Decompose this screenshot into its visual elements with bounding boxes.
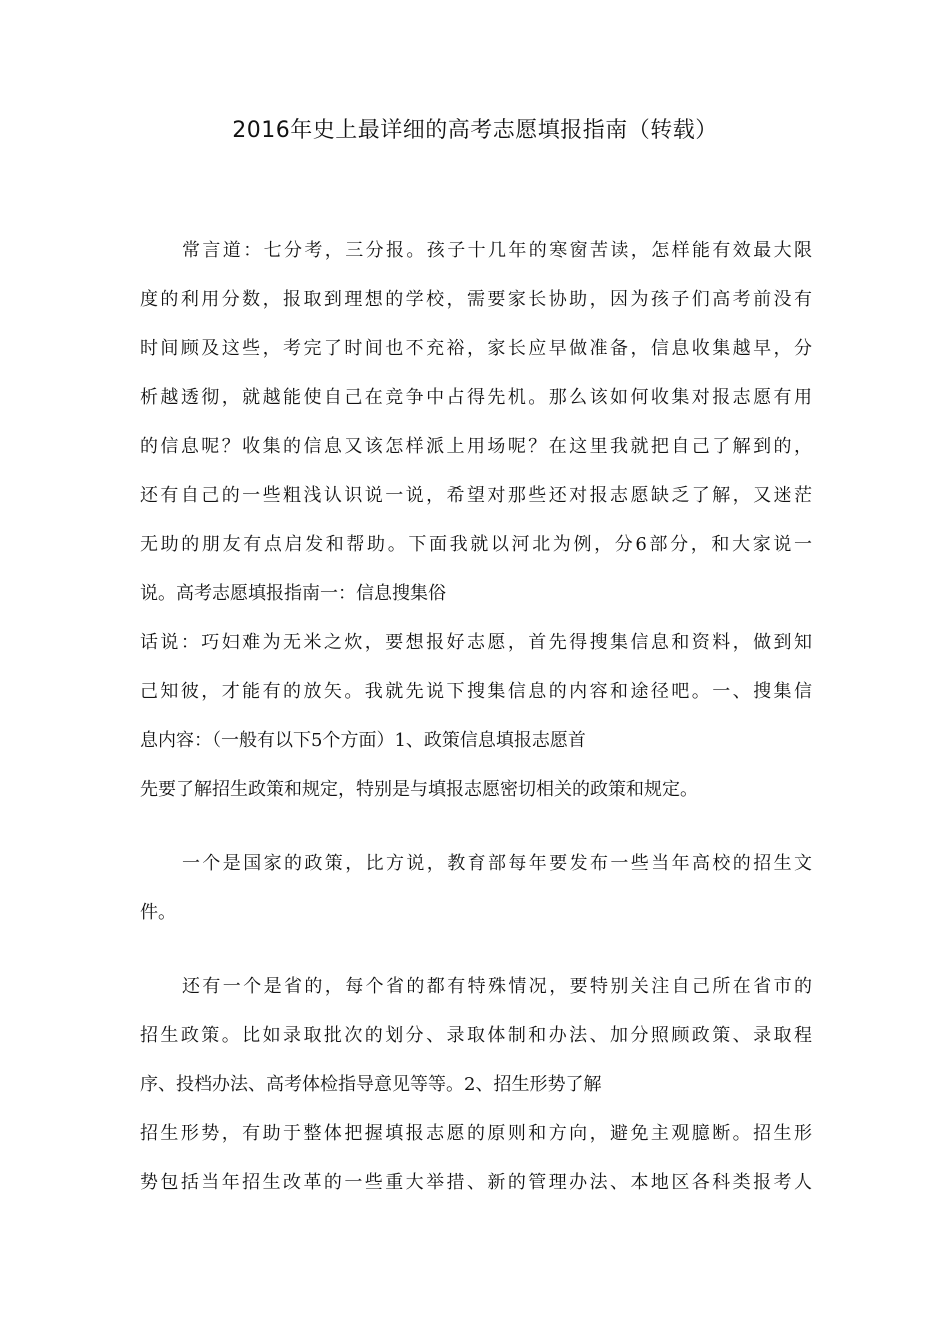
body-line: 说。高考志愿填报指南一：信息搜集俗 <box>140 583 446 604</box>
body-line: 常言道：七分考，三分报。孩子十几年的寒窗苦读，怎样能有效最大限 <box>182 240 812 261</box>
body-line: 一个是国家的政策，比方说，教育部每年要发布一些当年高校的招生文 <box>182 853 812 874</box>
body-line: 序、投档办法、高考体检指导意见等等。2、招生形势了解 <box>140 1074 602 1095</box>
body-line: 析越透彻，就越能使自己在竞争中占得先机。那么该如何收集对报志愿有用 <box>140 387 812 408</box>
body-line: 息内容：（一般有以下5个方面）1、政策信息填报志愿首 <box>140 730 586 751</box>
body-line: 话说：巧妇难为无米之炊，要想报好志愿，首先得搜集信息和资料，做到知 <box>140 632 812 653</box>
body-line: 还有自己的一些粗浅认识说一说，希望对那些还对报志愿缺乏了解，又迷茫 <box>140 485 812 506</box>
document-title: 2016年史上最详细的高考志愿填报指南（转载） <box>232 118 718 143</box>
body-line: 时间顾及这些，考完了时间也不充裕，家长应早做准备，信息收集越早，分 <box>140 338 812 359</box>
body-line: 招生形势，有助于整体把握填报志愿的原则和方向，避免主观臆断。招生形 <box>140 1123 812 1144</box>
body-line: 无助的朋友有点启发和帮助。下面我就以河北为例，分6部分，和大家说一 <box>140 534 812 555</box>
body-line: 先要了解招生政策和规定，特别是与填报志愿密切相关的政策和规定。 <box>140 779 698 800</box>
body-line: 己知彼，才能有的放矢。我就先说下搜集信息的内容和途径吧。一、搜集信 <box>140 681 812 702</box>
body-line: 度的利用分数，报取到理想的学校，需要家长协助，因为孩子们高考前没有 <box>140 289 812 310</box>
body-line: 件。 <box>140 902 176 923</box>
body-line: 招生政策。比如录取批次的划分、录取体制和办法、加分照顾政策、录取程 <box>140 1025 812 1046</box>
body-line: 势包括当年招生改革的一些重大举措、新的管理办法、本地区各科类报考人 <box>140 1172 812 1193</box>
body-line: 还有一个是省的，每个省的都有特殊情况，要特别关注自己所在省市的 <box>182 976 812 997</box>
body-line: 的信息呢？收集的信息又该怎样派上用场呢？在这里我就把自己了解到的， <box>140 436 812 457</box>
